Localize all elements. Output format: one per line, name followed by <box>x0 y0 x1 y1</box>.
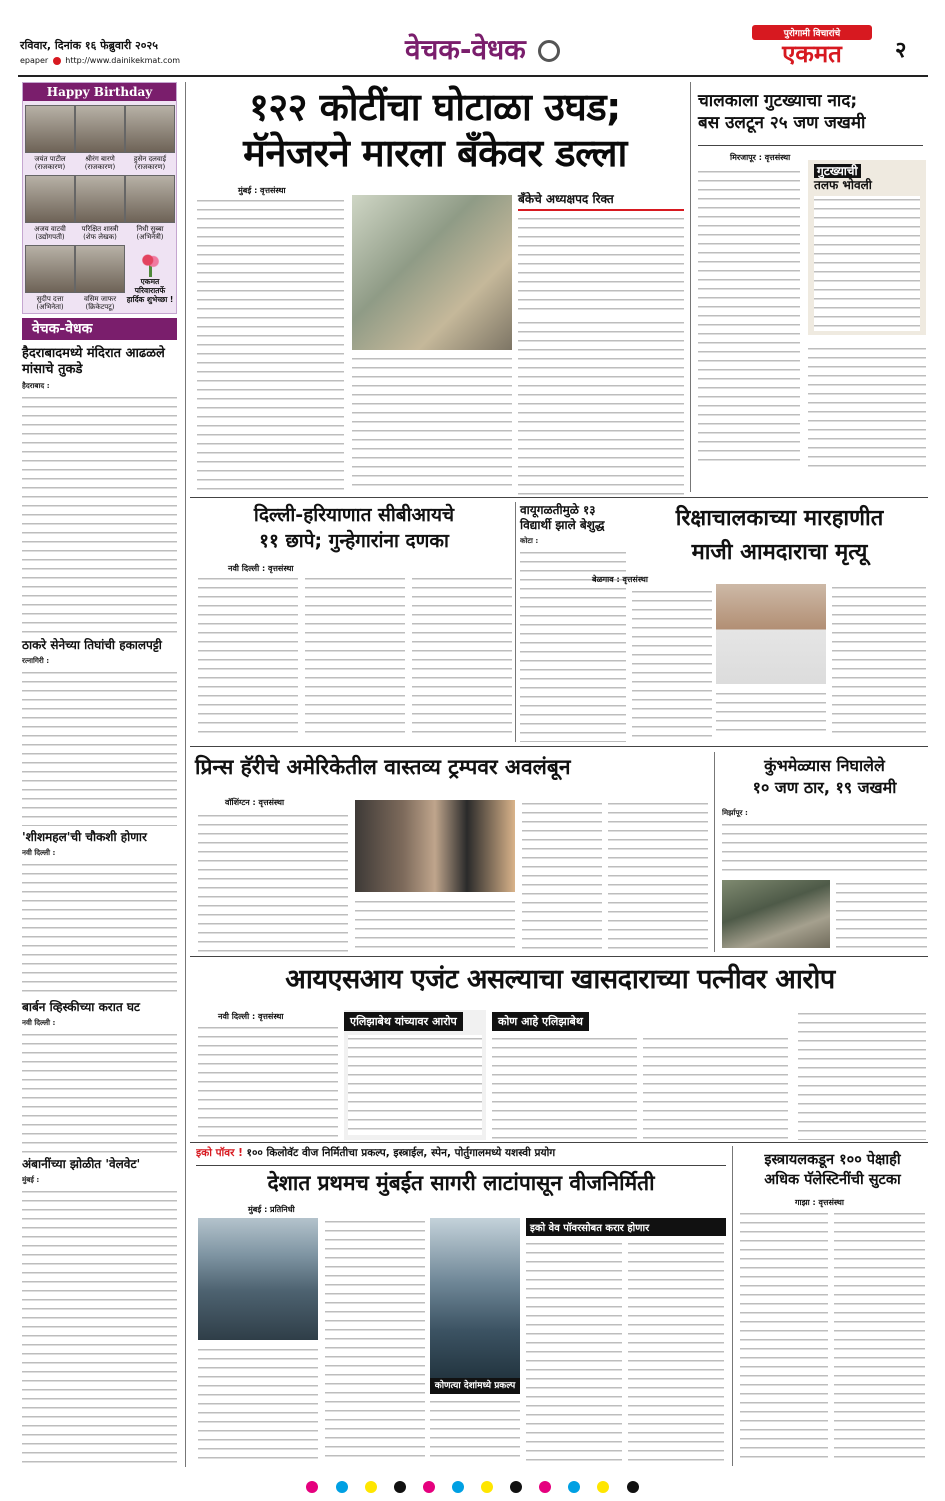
magenta-dot <box>539 1481 551 1493</box>
story-headline: 'शीशमहल'ची चौकशी होणार <box>22 830 147 844</box>
bouquet-icon <box>139 251 161 277</box>
harry-headline: प्रिन्स हॅरीचे अमेरिकेतील वास्तव्य ट्रम्पवर अवलंबून <box>195 755 571 779</box>
issue-date: रविवार, दिनांक १६ फेब्रुवारी २०२५ <box>20 39 158 52</box>
section-rule <box>190 497 928 498</box>
isi-sub1 <box>344 1010 486 1140</box>
cbi-body-col2 <box>305 575 405 737</box>
yellow-dot <box>597 1481 609 1493</box>
lead-body-col3 <box>518 319 684 499</box>
story-body: मुंबई : <box>22 1175 177 1465</box>
isi-dateline: नवी दिल्ली : वृत्तसंस्था <box>218 1012 284 1021</box>
rickshaw-body-col2 <box>716 690 826 738</box>
harry-photo <box>355 800 515 892</box>
cyan-dot <box>452 1481 464 1493</box>
person-name: वसिम जाफर <box>83 295 117 303</box>
person-role: (राजकारण) <box>134 163 166 171</box>
harry-body-col4 <box>608 800 708 952</box>
side-box-body <box>518 215 684 315</box>
person-role: (अभिनेता) <box>36 303 64 311</box>
person-name: हुसेन दलवाई <box>133 155 167 163</box>
birthday-person <box>25 245 75 311</box>
israel-headline: इस्त्रायलकडून १०० पेक्षाही अधिक पॅलेस्टिनींची सुटका <box>764 1152 901 1188</box>
person-name: परिक्षित शास्त्री <box>81 225 119 233</box>
website-url: http://www.dainikekmat.com <box>65 56 181 65</box>
person-role: (राजकारण) <box>34 163 66 171</box>
gutkha-body-col1 <box>698 168 800 468</box>
person-role: (राजकारण) <box>84 163 116 171</box>
cbi-dateline: नवी दिल्ली : वृत्तसंस्था <box>228 564 294 573</box>
cyan-dot <box>336 1481 348 1493</box>
birthday-person <box>25 175 75 241</box>
portrait <box>75 105 125 153</box>
gutkha-box-body <box>814 196 920 331</box>
page-number: २ <box>895 38 907 63</box>
isi-headline: आयएसआय एजंट असल्याचा खासदाराच्या पत्नीवर आरोप <box>285 964 835 995</box>
person-name: जयंत पाटील <box>34 155 66 163</box>
divider <box>196 1165 726 1166</box>
isi-body-col4 <box>798 1010 926 1140</box>
person-role: (क्रिकेटपटू) <box>85 303 115 311</box>
person-role: (अभिनेत्री) <box>136 233 164 241</box>
kumbh-body-top: मिर्झापूर : <box>722 808 927 878</box>
section-rule <box>190 746 928 747</box>
portrait <box>75 245 125 293</box>
story-body: हैदराबाद : <box>22 381 177 633</box>
kumbh-body-col2 <box>836 880 927 948</box>
birthday-person <box>25 105 75 171</box>
birthday-person <box>75 175 125 241</box>
isi-sub2 <box>492 1010 792 1140</box>
rickshaw-dateline: बेळगाव : वृत्तसंस्था <box>592 575 648 584</box>
isi-sub1-body <box>348 1035 482 1135</box>
portrait <box>25 175 75 223</box>
cbi-body-col1 <box>198 575 298 737</box>
black-dot <box>510 1481 522 1493</box>
globe-icon <box>53 57 61 65</box>
birthday-person <box>75 105 125 171</box>
magenta-dot <box>423 1481 435 1493</box>
person-name: सुदीप दत्ता <box>36 295 64 303</box>
harry-body-col1 <box>198 812 348 952</box>
isi-sub2-col2 <box>643 1035 788 1139</box>
gutkha-headline: चालकाला गुटख्याचा नाद; बस उलटून २५ जण जखमी <box>698 91 866 133</box>
portrait <box>25 245 75 293</box>
photo-caption: कोणत्या देशांमध्ये प्रकल्प <box>430 1378 520 1394</box>
portrait <box>75 175 125 223</box>
eco-box-col2 <box>628 1240 724 1462</box>
section-rule <box>190 956 928 957</box>
israel-body-col2 <box>834 1210 925 1464</box>
story-headline: अंबानींच्या झोळीत 'वेलवेट' <box>22 1157 141 1171</box>
eco-box <box>526 1218 726 1464</box>
kota-body: कोटा : <box>520 536 626 742</box>
eco-box-title: इको वेव पॉवरसोबत करार होणार <box>526 1218 726 1236</box>
accident-photo <box>722 880 830 948</box>
paper-name: एकमत <box>782 40 842 68</box>
kota-headline: वायूगळतीमुळे १३ विद्यार्थी झाले बेशुद्ध <box>520 503 605 532</box>
masthead-rule <box>18 75 928 77</box>
yellow-dot <box>481 1481 493 1493</box>
birthday-person <box>75 245 125 311</box>
rickshaw-body-col3 <box>832 584 926 738</box>
cbi-headline: दिल्ली-हरियाणात सीबीआयचे ११ छापे; गुन्हेगारांना दणका <box>253 504 455 552</box>
story-headline: ठाकरे सेनेच्या तिघांची हकालपट्टी <box>22 638 162 652</box>
paper-tagline: पुरोगामी विचारांचे <box>752 25 872 40</box>
harry-body-col2 <box>355 898 515 952</box>
gutkha-box-title: गुटख्याची तलफ भोवली <box>814 164 872 192</box>
section-title: वेचक-वेधक <box>405 30 560 68</box>
paper-logo <box>752 25 872 68</box>
birthday-person <box>125 105 175 171</box>
israel-body-col1 <box>740 1210 828 1464</box>
birthday-wish: एकमत परिवारातर्फे हार्दिक शुभेच्छा ! <box>125 245 175 311</box>
lead-body-col1 <box>197 197 344 492</box>
magenta-dot <box>306 1481 318 1493</box>
story-headline: बार्बन व्हिस्कीच्या करात घट <box>22 1000 140 1014</box>
epaper-link[interactable] <box>20 56 180 65</box>
column-divider <box>185 82 186 1467</box>
left-section-label: वेचक-वेधक <box>22 318 177 340</box>
portrait <box>125 105 175 153</box>
magnifier-icon <box>538 40 560 62</box>
eco-dateline: मुंबई : प्रतिनिधी <box>248 1205 295 1214</box>
portrait <box>125 175 175 223</box>
column-divider <box>690 82 691 492</box>
wave-photo-small <box>198 1218 318 1340</box>
story-body: नवी दिल्ली : <box>22 848 177 996</box>
gutkha-box <box>808 160 926 335</box>
side-box-title: बँकेचे अध्यक्षपद रिक्त <box>518 190 684 211</box>
column-divider <box>732 1146 733 1466</box>
eco-headline: देशात प्रथमच मुंबईत सागरी लाटांपासून वीजनिर्मिती <box>267 1171 655 1195</box>
rickshaw-body-col1 <box>632 588 712 738</box>
column-divider <box>515 502 516 742</box>
yellow-dot <box>365 1481 377 1493</box>
kumbh-headline: कुंभमेळ्यास निघालेले १० जण ठार, १९ जखमी <box>752 756 897 797</box>
currency-photo <box>352 195 512 350</box>
gutkha-body-col2 <box>808 345 926 470</box>
black-dot <box>394 1481 406 1493</box>
lead-dateline: मुंबई : वृत्तसंस्था <box>238 186 286 195</box>
person-name: श्रीरंग बारणे <box>85 155 115 163</box>
person-name: अजय वाटवी <box>34 225 66 233</box>
birthday-title: Happy Birthday <box>23 83 176 101</box>
story-body: नवी दिल्ली : <box>22 1018 177 1153</box>
rickshaw-headline: रिक्षाचालकाच्या मारहाणीत माजी आमदाराचा मृत्यू <box>675 506 884 565</box>
divider <box>698 145 923 146</box>
print-registration-strip <box>0 1478 945 1496</box>
story-headline: हैदराबादमध्ये मंदिरात आढळले मांसाचे तुकडे <box>22 346 165 377</box>
birthday-person <box>125 175 175 241</box>
isi-sub1-title: एलिझाबेथ यांच्यावर आरोप <box>344 1012 463 1031</box>
lead-body-col2 <box>352 355 512 492</box>
person-name: निधी सुब्बा <box>136 225 164 233</box>
column-divider <box>714 752 715 952</box>
portrait <box>25 105 75 153</box>
isi-sub2-col1 <box>492 1035 637 1139</box>
harry-body-col3 <box>522 800 602 952</box>
wave-photo-large <box>430 1218 520 1378</box>
isi-body-col1 <box>198 1024 338 1139</box>
lead-side-box <box>518 190 684 492</box>
gutkha-dateline: मिरजापूर : वृत्तसंस्था <box>730 153 791 162</box>
epaper-label: epaper <box>20 56 49 65</box>
person-role: (उद्योगपती) <box>35 233 65 241</box>
eco-body-col2 <box>325 1218 425 1464</box>
eco-banner: इको पॉवर ! १०० किलोवॅट वीज निर्मितीचा प्रकल्प, इस्त्राईल, स्पेन, पोर्तुगालमध्ये यशस्वी प्रयोग <box>196 1147 556 1159</box>
eco-body-col1 <box>198 1346 318 1464</box>
black-dot <box>627 1481 639 1493</box>
israel-dateline: गाझा : वृत्तसंस्था <box>795 1198 844 1207</box>
harry-dateline: वॉशिंग्टन : वृत्तसंस्था <box>225 798 285 807</box>
birthday-box <box>22 82 177 314</box>
section-rule <box>190 1142 928 1143</box>
politician-photo <box>716 584 826 684</box>
cyan-dot <box>568 1481 580 1493</box>
person-role: (शेफ लेखक) <box>83 233 117 241</box>
isi-sub2-title: कोण आहे एलिझाबेथ <box>492 1012 589 1031</box>
eco-body-col3 <box>430 1398 520 1464</box>
story-body: रत्नागिरी : <box>22 656 177 826</box>
eco-box-col1 <box>526 1240 622 1462</box>
cbi-body-col3 <box>412 575 512 737</box>
lead-headline: १२२ कोटींचा घोटाळा उघड; मॅनेजरने मारला बँकेवर डल्ला <box>243 85 627 175</box>
